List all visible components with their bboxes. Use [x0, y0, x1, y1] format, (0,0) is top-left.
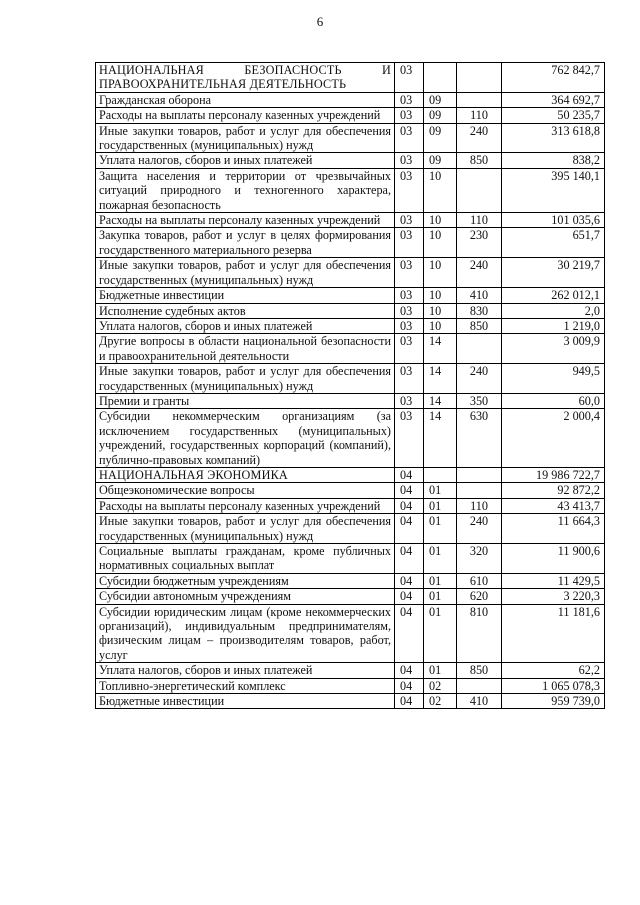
- expense-type-code-cell: 110: [457, 108, 502, 123]
- expense-type-code-cell: 850: [457, 318, 502, 333]
- subsection-code-cell: 01: [424, 483, 457, 498]
- amount-cell: 1 065 078,3: [502, 678, 605, 693]
- expense-type-code-cell: 410: [457, 288, 502, 303]
- table-row: [96, 228, 605, 258]
- amount-cell: 50 235,7: [502, 108, 605, 123]
- amount-cell: 2,0: [502, 303, 605, 318]
- subsection-code-cell: 14: [424, 364, 457, 394]
- amount-cell: 19 986 722,7: [502, 467, 605, 482]
- amount-cell: 11 181,6: [502, 604, 605, 663]
- section-code-cell: 03: [395, 288, 424, 303]
- section-code-cell: 03: [395, 409, 424, 468]
- table-row: [96, 498, 605, 513]
- expense-type-code-cell: 610: [457, 573, 502, 588]
- subsection-code-cell: 14: [424, 393, 457, 408]
- expense-name-cell: Субсидии юридическим лицам (кроме некоммерческих организаций), индивидуальным предпринимателям, физическим лицам – производителям товаров, работ, услуг: [96, 604, 395, 663]
- subsection-code-cell: 01: [424, 514, 457, 544]
- expense-name-cell: Субсидии автономным учреждениям: [96, 589, 395, 604]
- section-code-cell: 03: [395, 153, 424, 168]
- amount-cell: 762 842,7: [502, 63, 605, 93]
- expense-type-code-cell: [457, 678, 502, 693]
- section-row: [96, 63, 605, 93]
- expense-name-cell: Субсидии бюджетным учреждениям: [96, 573, 395, 588]
- expense-name-cell: Социальные выплаты гражданам, кроме публичных нормативных социальных выплат: [96, 544, 395, 574]
- section-code-cell: 03: [395, 303, 424, 318]
- section-code-cell: 03: [395, 92, 424, 107]
- subsection-code-cell: 02: [424, 678, 457, 693]
- expense-type-code-cell: [457, 483, 502, 498]
- expense-name-cell: Уплата налогов, сборов и иных платежей: [96, 318, 395, 333]
- subsection-code-cell: 01: [424, 498, 457, 513]
- table-row: [96, 364, 605, 394]
- amount-cell: 959 739,0: [502, 694, 605, 709]
- subsection-code-cell: 02: [424, 694, 457, 709]
- expense-type-code-cell: [457, 467, 502, 482]
- amount-cell: 11 429,5: [502, 573, 605, 588]
- expense-type-code-cell: 350: [457, 393, 502, 408]
- expense-name-cell: Расходы на выплаты персоналу казенных учреждений: [96, 213, 395, 228]
- expense-name-cell: Другие вопросы в области национальной безопасности и правоохранительной деятельности: [96, 334, 395, 364]
- subsection-code-cell: 01: [424, 573, 457, 588]
- amount-cell: 11 664,3: [502, 514, 605, 544]
- expense-type-code-cell: 810: [457, 604, 502, 663]
- section-code-cell: 04: [395, 573, 424, 588]
- expense-type-code-cell: 850: [457, 153, 502, 168]
- expense-name-cell: Общеэкономические вопросы: [96, 483, 395, 498]
- amount-cell: 364 692,7: [502, 92, 605, 107]
- table-row: [96, 334, 605, 364]
- section-code-cell: 04: [395, 514, 424, 544]
- table-row: [96, 213, 605, 228]
- table-row: [96, 604, 605, 663]
- amount-cell: 101 035,6: [502, 213, 605, 228]
- table-row: [96, 168, 605, 212]
- subsection-code-cell: 10: [424, 228, 457, 258]
- table-row: [96, 514, 605, 544]
- expense-name-cell: НАЦИОНАЛЬНАЯ БЕЗОПАСНОСТЬ И ПРАВООХРАНИТЕЛЬНАЯ ДЕЯТЕЛЬНОСТЬ: [96, 63, 395, 93]
- expense-type-code-cell: 240: [457, 364, 502, 394]
- expense-name-cell: Закупка товаров, работ и услуг в целях формирования государственного материального резерва: [96, 228, 395, 258]
- amount-cell: 262 012,1: [502, 288, 605, 303]
- expense-type-code-cell: 410: [457, 694, 502, 709]
- subsection-code-cell: 09: [424, 153, 457, 168]
- expense-name-cell: НАЦИОНАЛЬНАЯ ЭКОНОМИКА: [96, 467, 395, 482]
- table-row: [96, 483, 605, 498]
- expense-type-code-cell: [457, 63, 502, 93]
- amount-cell: 30 219,7: [502, 258, 605, 288]
- subsection-code-cell: [424, 63, 457, 93]
- amount-cell: 949,5: [502, 364, 605, 394]
- table-row: [96, 92, 605, 107]
- table-row: [96, 288, 605, 303]
- expense-type-code-cell: 240: [457, 258, 502, 288]
- expense-type-code-cell: 240: [457, 123, 502, 153]
- section-code-cell: 03: [395, 123, 424, 153]
- expense-name-cell: Уплата налогов, сборов и иных платежей: [96, 663, 395, 678]
- expense-name-cell: Защита населения и территории от чрезвычайных ситуаций природного и техногенного характера, пожарная безопасность: [96, 168, 395, 212]
- expense-name-cell: Иные закупки товаров, работ и услуг для обеспечения государственных (муниципальных) нужд: [96, 514, 395, 544]
- subsection-code-cell: 10: [424, 318, 457, 333]
- expense-name-cell: Гражданская оборона: [96, 92, 395, 107]
- section-code-cell: 04: [395, 589, 424, 604]
- subsection-code-cell: 10: [424, 288, 457, 303]
- table-row: [96, 694, 605, 709]
- section-code-cell: 04: [395, 604, 424, 663]
- expense-type-code-cell: 110: [457, 213, 502, 228]
- section-code-cell: 03: [395, 63, 424, 93]
- expense-type-code-cell: [457, 334, 502, 364]
- table-row: [96, 678, 605, 693]
- table-row: [96, 153, 605, 168]
- table-row: [96, 258, 605, 288]
- amount-cell: 313 618,8: [502, 123, 605, 153]
- section-code-cell: 04: [395, 467, 424, 482]
- amount-cell: 11 900,6: [502, 544, 605, 574]
- expense-type-code-cell: 320: [457, 544, 502, 574]
- amount-cell: 62,2: [502, 663, 605, 678]
- amount-cell: 3 009,9: [502, 334, 605, 364]
- table-row: [96, 393, 605, 408]
- expense-name-cell: Бюджетные инвестиции: [96, 288, 395, 303]
- table-row: [96, 318, 605, 333]
- table-row: [96, 409, 605, 468]
- section-code-cell: 04: [395, 663, 424, 678]
- budget-table: [95, 62, 605, 709]
- subsection-code-cell: 14: [424, 334, 457, 364]
- section-row: [96, 467, 605, 482]
- section-code-cell: 03: [395, 168, 424, 212]
- expense-name-cell: Иные закупки товаров, работ и услуг для обеспечения государственных (муниципальных) нужд: [96, 123, 395, 153]
- expense-type-code-cell: 850: [457, 663, 502, 678]
- expense-name-cell: Бюджетные инвестиции: [96, 694, 395, 709]
- expense-name-cell: Исполнение судебных актов: [96, 303, 395, 318]
- table-row: [96, 663, 605, 678]
- section-code-cell: 04: [395, 694, 424, 709]
- subsection-code-cell: [424, 467, 457, 482]
- section-code-cell: 03: [395, 318, 424, 333]
- table-row: [96, 123, 605, 153]
- table-row: [96, 589, 605, 604]
- section-code-cell: 03: [395, 228, 424, 258]
- table-row: [96, 573, 605, 588]
- subsection-code-cell: 01: [424, 589, 457, 604]
- amount-cell: 92 872,2: [502, 483, 605, 498]
- expense-type-code-cell: [457, 168, 502, 212]
- section-code-cell: 03: [395, 393, 424, 408]
- expense-name-cell: Расходы на выплаты персоналу казенных учреждений: [96, 108, 395, 123]
- expense-name-cell: Расходы на выплаты персоналу казенных учреждений: [96, 498, 395, 513]
- subsection-code-cell: 09: [424, 108, 457, 123]
- page-number: 6: [316, 14, 324, 29]
- amount-cell: 395 140,1: [502, 168, 605, 212]
- subsection-code-cell: 09: [424, 92, 457, 107]
- amount-cell: 2 000,4: [502, 409, 605, 468]
- amount-cell: 651,7: [502, 228, 605, 258]
- subsection-code-cell: 10: [424, 258, 457, 288]
- subsection-code-cell: 10: [424, 168, 457, 212]
- expense-type-code-cell: 230: [457, 228, 502, 258]
- subsection-code-cell: 10: [424, 213, 457, 228]
- table-row: [96, 303, 605, 318]
- section-code-cell: 03: [395, 108, 424, 123]
- subsection-code-cell: 01: [424, 663, 457, 678]
- amount-cell: 838,2: [502, 153, 605, 168]
- expense-type-code-cell: 630: [457, 409, 502, 468]
- expense-type-code-cell: [457, 92, 502, 107]
- table-row: [96, 108, 605, 123]
- expense-name-cell: Субсидии некоммерческим организациям (за исключением государственных (муниципальных) учреждений, государственных корпораций (компаний), публично-правовых компаний): [96, 409, 395, 468]
- table-row: [96, 544, 605, 574]
- amount-cell: 43 413,7: [502, 498, 605, 513]
- subsection-code-cell: 09: [424, 123, 457, 153]
- expense-type-code-cell: 240: [457, 514, 502, 544]
- section-code-cell: 04: [395, 678, 424, 693]
- section-code-cell: 03: [395, 258, 424, 288]
- table-body: [96, 63, 605, 709]
- subsection-code-cell: 01: [424, 544, 457, 574]
- subsection-code-cell: 14: [424, 409, 457, 468]
- expense-type-code-cell: 830: [457, 303, 502, 318]
- section-code-cell: 03: [395, 364, 424, 394]
- subsection-code-cell: 10: [424, 303, 457, 318]
- expense-name-cell: Иные закупки товаров, работ и услуг для обеспечения государственных (муниципальных) нужд: [96, 364, 395, 394]
- section-code-cell: 04: [395, 498, 424, 513]
- expense-type-code-cell: 620: [457, 589, 502, 604]
- amount-cell: 1 219,0: [502, 318, 605, 333]
- section-code-cell: 04: [395, 544, 424, 574]
- section-code-cell: 03: [395, 334, 424, 364]
- amount-cell: 60,0: [502, 393, 605, 408]
- expense-type-code-cell: 110: [457, 498, 502, 513]
- expense-name-cell: Премии и гранты: [96, 393, 395, 408]
- expense-name-cell: Иные закупки товаров, работ и услуг для обеспечения государственных (муниципальных) нужд: [96, 258, 395, 288]
- section-code-cell: 04: [395, 483, 424, 498]
- subsection-code-cell: 01: [424, 604, 457, 663]
- section-code-cell: 03: [395, 213, 424, 228]
- expense-name-cell: Топливно-энергетический комплекс: [96, 678, 395, 693]
- expense-name-cell: Уплата налогов, сборов и иных платежей: [96, 153, 395, 168]
- amount-cell: 3 220,3: [502, 589, 605, 604]
